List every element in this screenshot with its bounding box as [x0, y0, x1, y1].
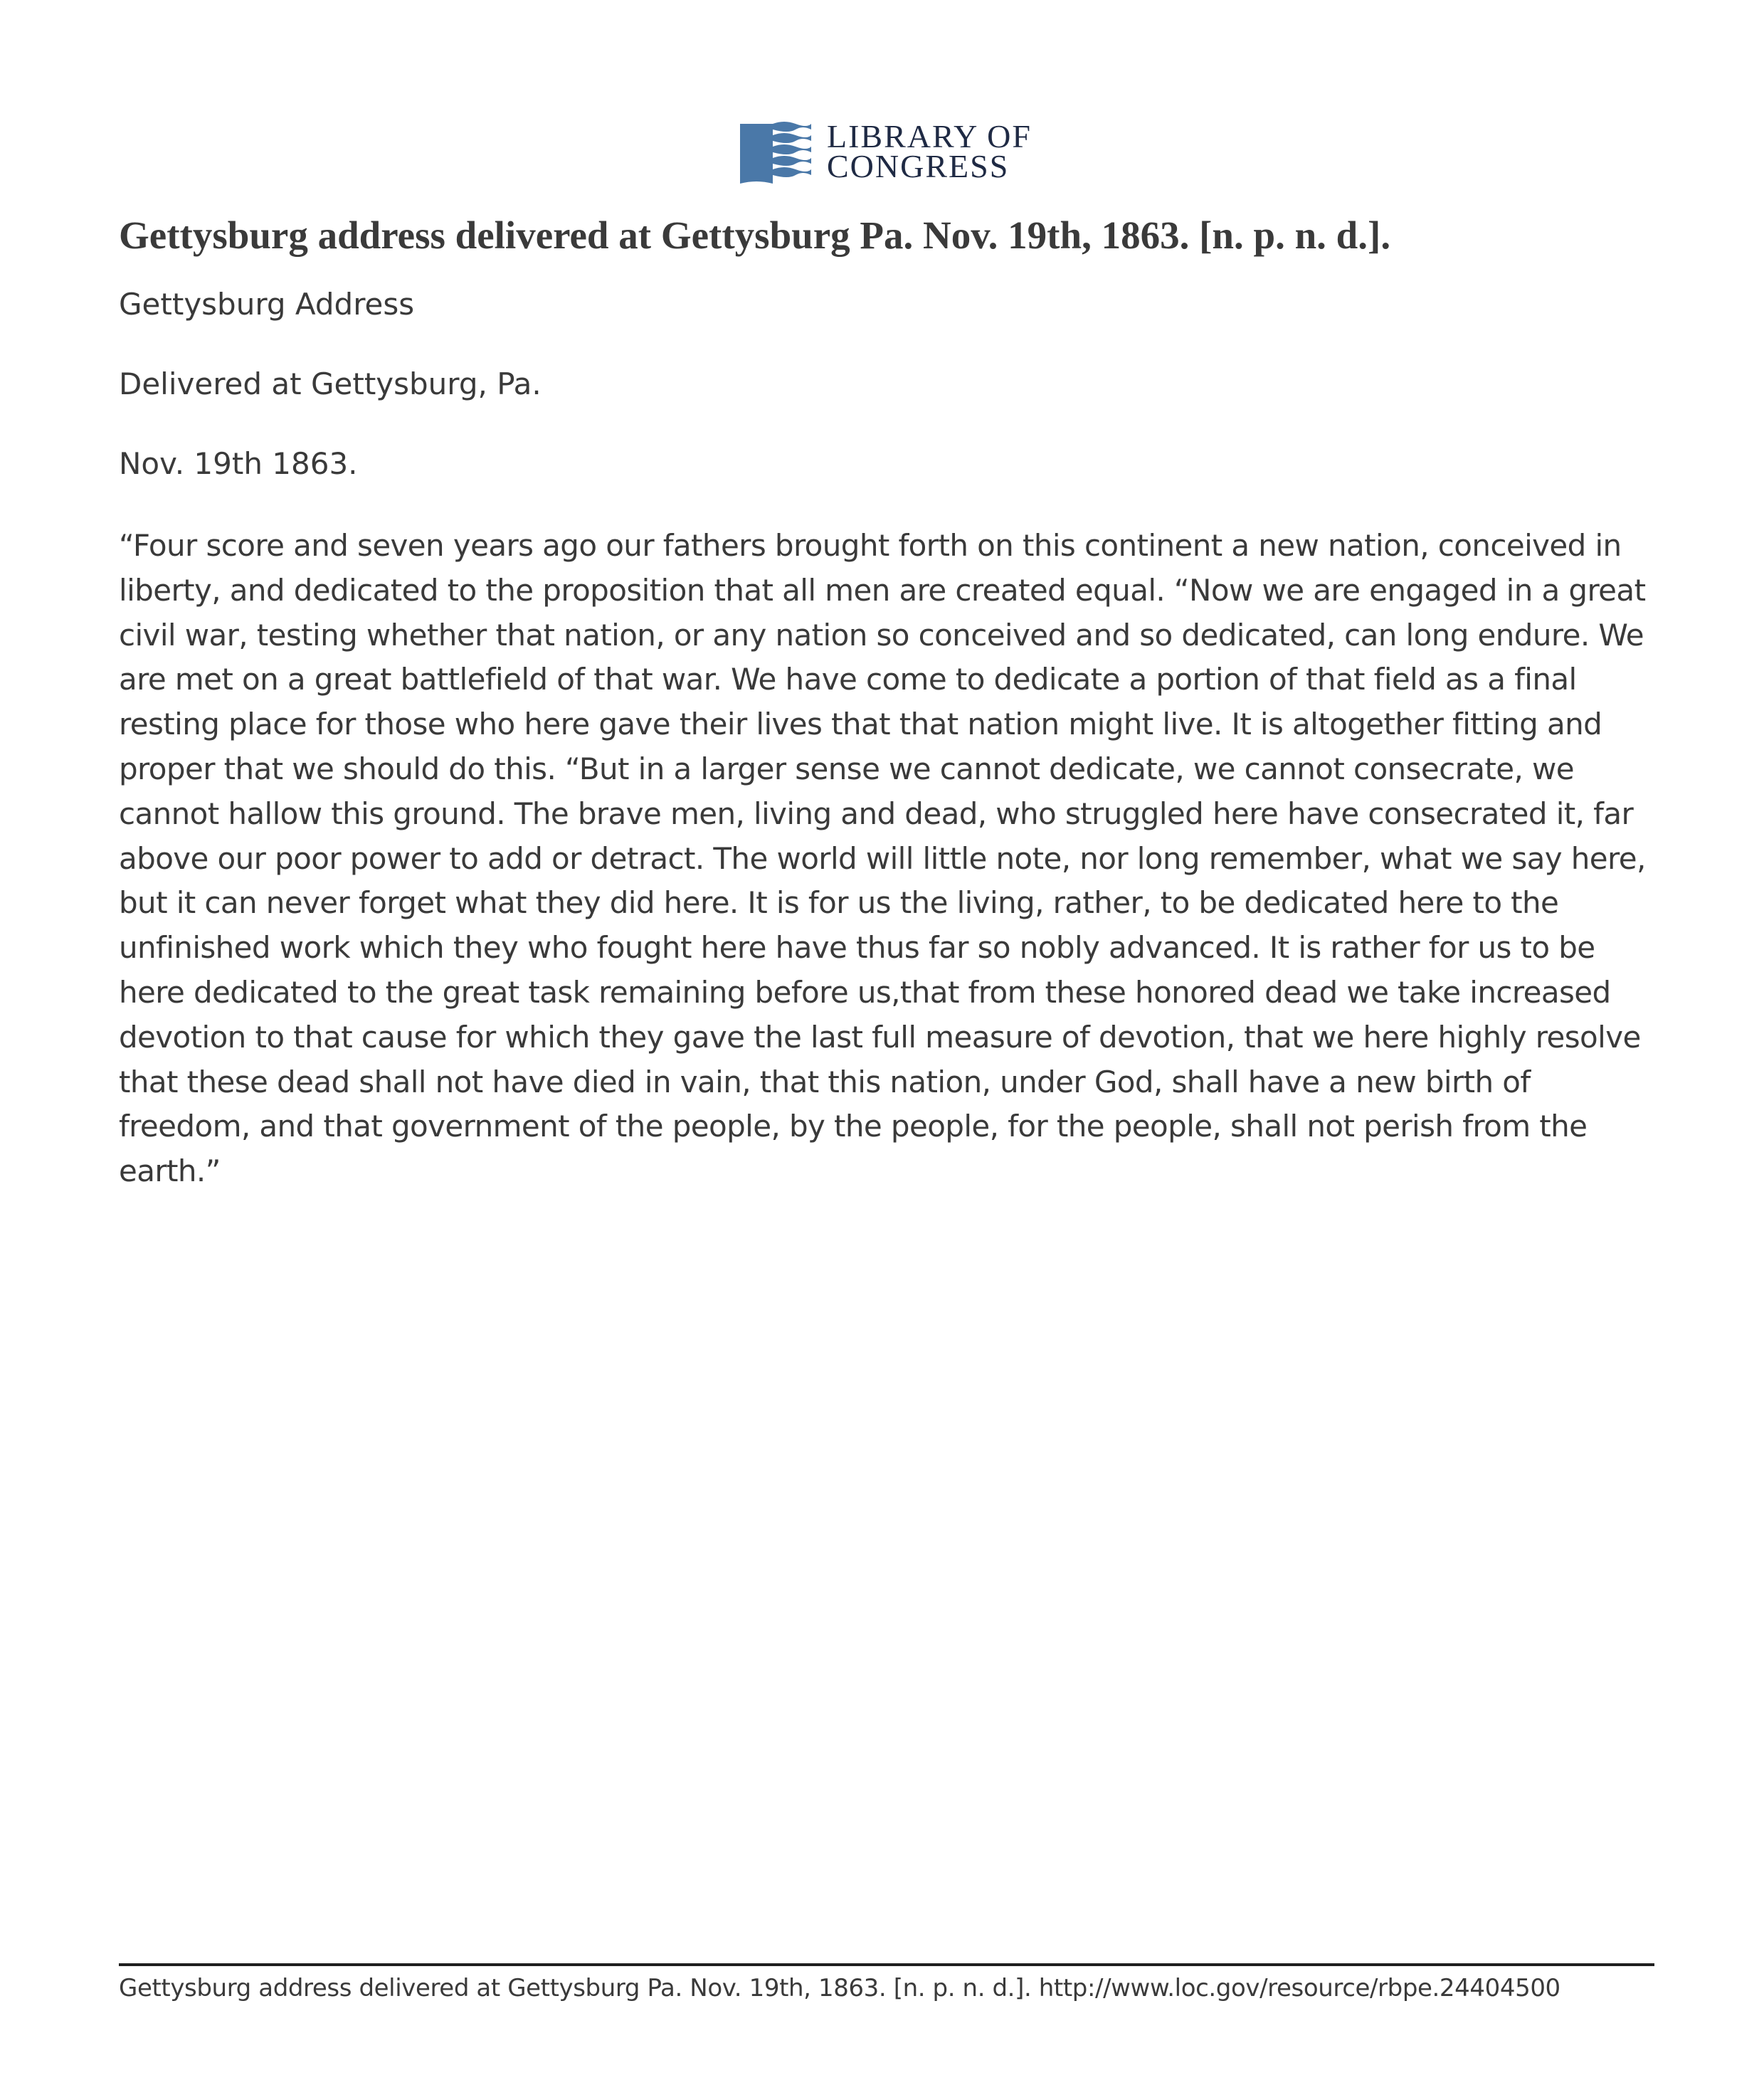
- address-text: “Four score and seven years ago our fathers brought forth on this continent a new nation, conceived in liberty, and dedicated to the proposition that all men are created equal. “Now we are engaged in a great civil war, testing whether that nation, or any nation so conceived and so dedicated, can long endure. We are met on a great battlefield of that war. We have come to dedicate a portion of that field as a final resting place for those who here gave their lives that that nation might live. It is altogether fitting and proper that we should do this. “But in a larger sense we cannot dedicate, we cannot consecrate, we cannot hallow this ground. The brave men, living and dead, who struggled here have consecrated it, far above our poor power to add or detract. The world will little note, nor long remember, what we say here, but it can never forget what they did here. It is for us the living, rather, to be dedicated here to the unfinished work which they who fought here have thus far so nobly advanced. It is rather for us to be here dedicated to the great task remaining before us,that from these honored dead we take increased devotion to that cause for which they gave the last full measure of devotion, that we here highly resolve that these dead shall not have died in vain, that this nation, under God, shall have a new birth of freedom, and that government of the people, by the people, for the people, shall not perish from the earth.”: [119, 528, 1646, 1189]
- library-of-congress-logo: [740, 120, 1032, 184]
- footer-divider: [119, 1963, 1654, 1966]
- footer-citation: Gettysburg address delivered at Gettysburg Pa. Nov. 19th, 1863. [n. p. n. d.]. http://www.loc.gov/resource/rbpe.24404500: [119, 1974, 1560, 2002]
- logo-line-1: LIBRARY OF: [827, 118, 1032, 154]
- heading-line-1: Gettysburg Address: [119, 287, 415, 322]
- logo-line-2: CONGRESS: [827, 148, 1010, 184]
- flag-icon: [740, 120, 811, 184]
- heading-line-3: Nov. 19th 1863.: [119, 446, 358, 481]
- heading-line-2: Delivered at Gettysburg, Pa.: [119, 366, 542, 401]
- logo-wordmark: [827, 118, 1032, 184]
- document-title: Gettysburg address delivered at Gettysburg Pa. Nov. 19th, 1863. [n. p. n. d.].: [119, 213, 1391, 257]
